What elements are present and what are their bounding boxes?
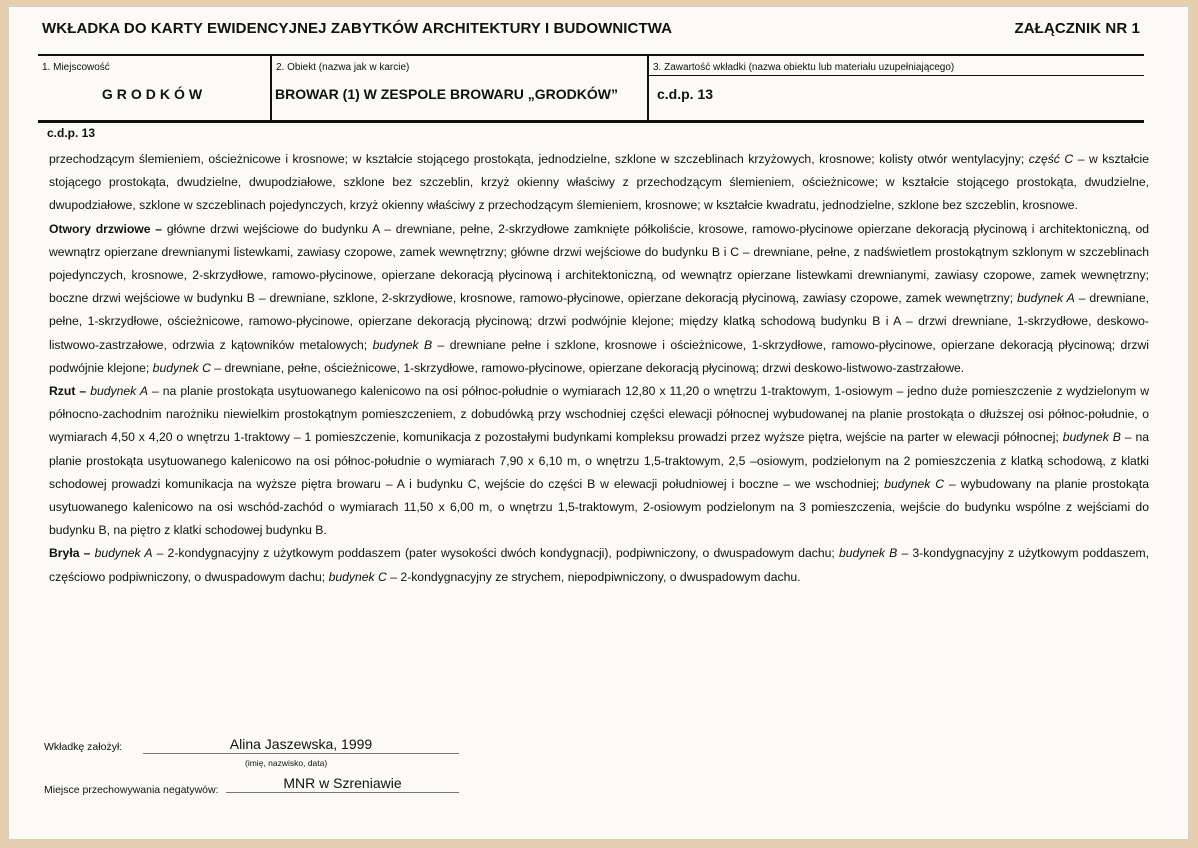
negatives-location-label: Miejsce przechowywania negatywów: <box>44 784 219 796</box>
signature-line <box>143 753 459 754</box>
text-run: przechodzącym ślemieniem, ościeżnicowe i krosnowe; w kształcie stojącego prostokąta, jednodzielne, szklone w szczeblinach krzyżowych, krosnowe; kolisty otwór wentylacyjny; <box>49 152 1029 166</box>
text-run: – w kształcie stojącego prostokąta, dwudzielne, dwupodziałowe, szklone bez szczeblin, krzyż okienny właściwy z przechodzącym ślemieniem, ościeżnicowe; w kształcie stojącego prostokąta, dwudzielne, dwupodziałowe, szklone w szczeblinach pojedynczych, krzyż okienny właściwy z przechodzącym ślemieniem, krosnowe; w kształcie kwadratu, jednodzielne, szklone bez szczeblin, krosnowe. <box>49 152 1149 213</box>
italic-run: budynek B <box>838 546 898 561</box>
form-sheet <box>8 6 1189 840</box>
form-fields-row <box>38 54 1144 123</box>
text-run: – na planie prostokąta usytuowanego kalenicowo na osi północ-południe o wymiarach 12,80 x 11,20 o wnętrzu 1-traktowym, 1-osiowym – jedno duże pomieszczenie z wydzielonym w północno-zachodnim narożniku niewielkim prostokątnym pomieszczeniem, z dobudówką przy wschodniej części elewacji północnej wybudowanej na planie prostokąta o dłuższej osi północ-południe, o wymiarach 4,50 x 4,20 o wnętrzu 1-traktowy – 1 pomieszczenie, komunikacja z pozostałymi budynkami kompleksu prowadzi przez wyższe piętra, wejście na parter w elewacji północnej; <box>49 384 1149 445</box>
text-run: główne drzwi wejściowe do budynku A – drewniane, pełne, 2-skrzydłowe zamknięte półkoliście, krosowe, ramowo-płycinowe opierzane dekoracją płycinową i architektoniczną, od wewnątrz opierzane drewnianymi listewkami, zawiasy czopowe, zamek wewnętrzny; główne drzwi wejściowe do budynku B i C – drewniane, pełne, z nadświetlem prostokątnym szklonym w szczeblinach pojedynczych, krosnowe, 2-skrzydłowe, ramowo-płycinowe, opierzane dekoracją płycinową i architektoniczną, od wewnątrz opierzane listewkami drewnianymi, zawiasy czopowe, zamek wewnętrzny; boczne drzwi wejściowe w budynku B – drewniane, szklone, 2-skrzydłowe, krosnowe, ramowo-płycinowe, opierzane dekoracją płycinową, zawiasy czopowe, zamek wewnętrzny; <box>49 221 1149 306</box>
object-field-value: BROWAR (1) W ZESPOLE BROWARU „GRODKÓW” <box>275 86 618 102</box>
form-title: WKŁADKA DO KARTY EWIDENCYJNEJ ZABYTKÓW ARCHITEKTURY I BUDOWNICTWA <box>42 20 673 37</box>
place-field-value: GRODKÓW <box>101 86 207 102</box>
italic-run: budynek A <box>94 546 153 561</box>
italic-run: budynek B <box>372 337 433 352</box>
text-run: – 2-kondygnacyjny ze strychem, niepodpiwniczony, o dwuspadowym dachu. <box>386 569 801 584</box>
place-field-label: 1. Miejscowość <box>42 62 110 73</box>
text-run: – 2-kondygnacyjny z użytkowym poddaszem (pater wysokości dwóch kondygnacji), podpiwniczony, o dwuspadowym dachu; <box>152 546 839 561</box>
object-field <box>272 56 649 120</box>
object-field-label: 2. Obiekt (nazwa jak w karcie) <box>276 62 410 73</box>
prepared-by-value: Alina Jaszewska, 1999 <box>229 736 373 752</box>
text-run: – na planie prostokąta usytuowanego kalenicowo na osi północ-południe o wymiarach 7,90 x 6,10 m, o wnętrzu 1,5-traktowym, 2,5 –osiowym, podzielonym na 2 pomieszczenia z klatką schodową, z klatki schodowej prowadzi komunikacja na wyższe piętra browaru – A i budynku C, wejście do części B w elewacji południowej i boczne – we wschodniej; <box>49 430 1150 491</box>
text-run: – drewniane, pełne, ościeżnicowe, 1-skrzydłowe, ramowo-płycinowe, opierzane dekoracją płycinową; drzwi deskowo-listwowo-zastrzałowe. <box>210 360 965 375</box>
text-run: – drewniane pełne i szklone, krosnowe i ościeżnicowe, 1-skrzydłowe, ramowo-płycinowe, opierzane dekoracją płycinową; drzwi podwójnie klejone; <box>49 337 1149 375</box>
italic-run: budynek A <box>90 384 148 399</box>
paragraph-windows <box>49 148 1149 218</box>
section-heading: Otwory drzwiowe – <box>49 221 163 236</box>
paragraph-doors <box>49 218 1149 380</box>
italic-run: budynek C <box>152 360 211 375</box>
italic-run: budynek A <box>1017 291 1075 306</box>
section-heading: Rzut – <box>49 384 87 399</box>
place-field <box>38 56 272 120</box>
document-body <box>49 148 1149 589</box>
prepared-by-label: Wkładkę założył: <box>44 741 123 753</box>
text-run: – 3-kondygnacyjny z użytkowym poddaszem, częściowo podpiwniczony, o dwuspadowym dachu; <box>49 546 1150 584</box>
annex-label: ZAŁĄCZNIK NR 1 <box>1014 20 1140 37</box>
prepared-by-note: (imię, nazwisko, data) <box>245 758 328 768</box>
section-heading: Bryła – <box>49 546 91 561</box>
contents-field-label: 3. Zawartość wkładki (nazwa obiektu lub materiału uzupełniającego) <box>653 62 955 73</box>
contents-field <box>649 56 1144 120</box>
paragraph-plan <box>49 380 1149 542</box>
italic-run: budynek B <box>1062 430 1121 445</box>
italic-run: część C <box>1028 152 1074 166</box>
contents-field-value: c.d.p. 13 <box>657 86 714 102</box>
continuation-label: c.d.p. 13 <box>47 126 96 140</box>
form-header <box>42 20 1140 37</box>
text-run: – drewniane, pełne, 1-skrzydłowe, ościeżnicowe, ramowo-płycinowe, opierzane dekoracją płycinową; drzwi podwójnie klejone; między klatką schodową budynku B i A – drzwi drewniane, 1-skrzydłowe, deskowo-listwowo-zastrzałowe, odrzwia z kątowników metalowych; <box>49 291 1149 352</box>
text-run: – wybudowany na planie prostokąta usytuowanego kalenicowo na osi wschód-zachód o wymiarach 11,50 x 6,00 m, o wnętrzu 1,5-traktowym, 2-osiowym podzielonym na 3 pomieszczenia, wejście do budynku wspólne z wejściami do budynku B, na piętro z klatki schodowej budynku B. <box>49 476 1149 538</box>
italic-run: budynek C <box>884 476 945 491</box>
field-divider <box>649 75 1144 76</box>
negatives-line <box>226 792 459 793</box>
negatives-location-value: MNR w Szreniawie <box>283 775 402 791</box>
italic-run: budynek C <box>328 569 387 584</box>
paragraph-massing <box>49 542 1149 588</box>
